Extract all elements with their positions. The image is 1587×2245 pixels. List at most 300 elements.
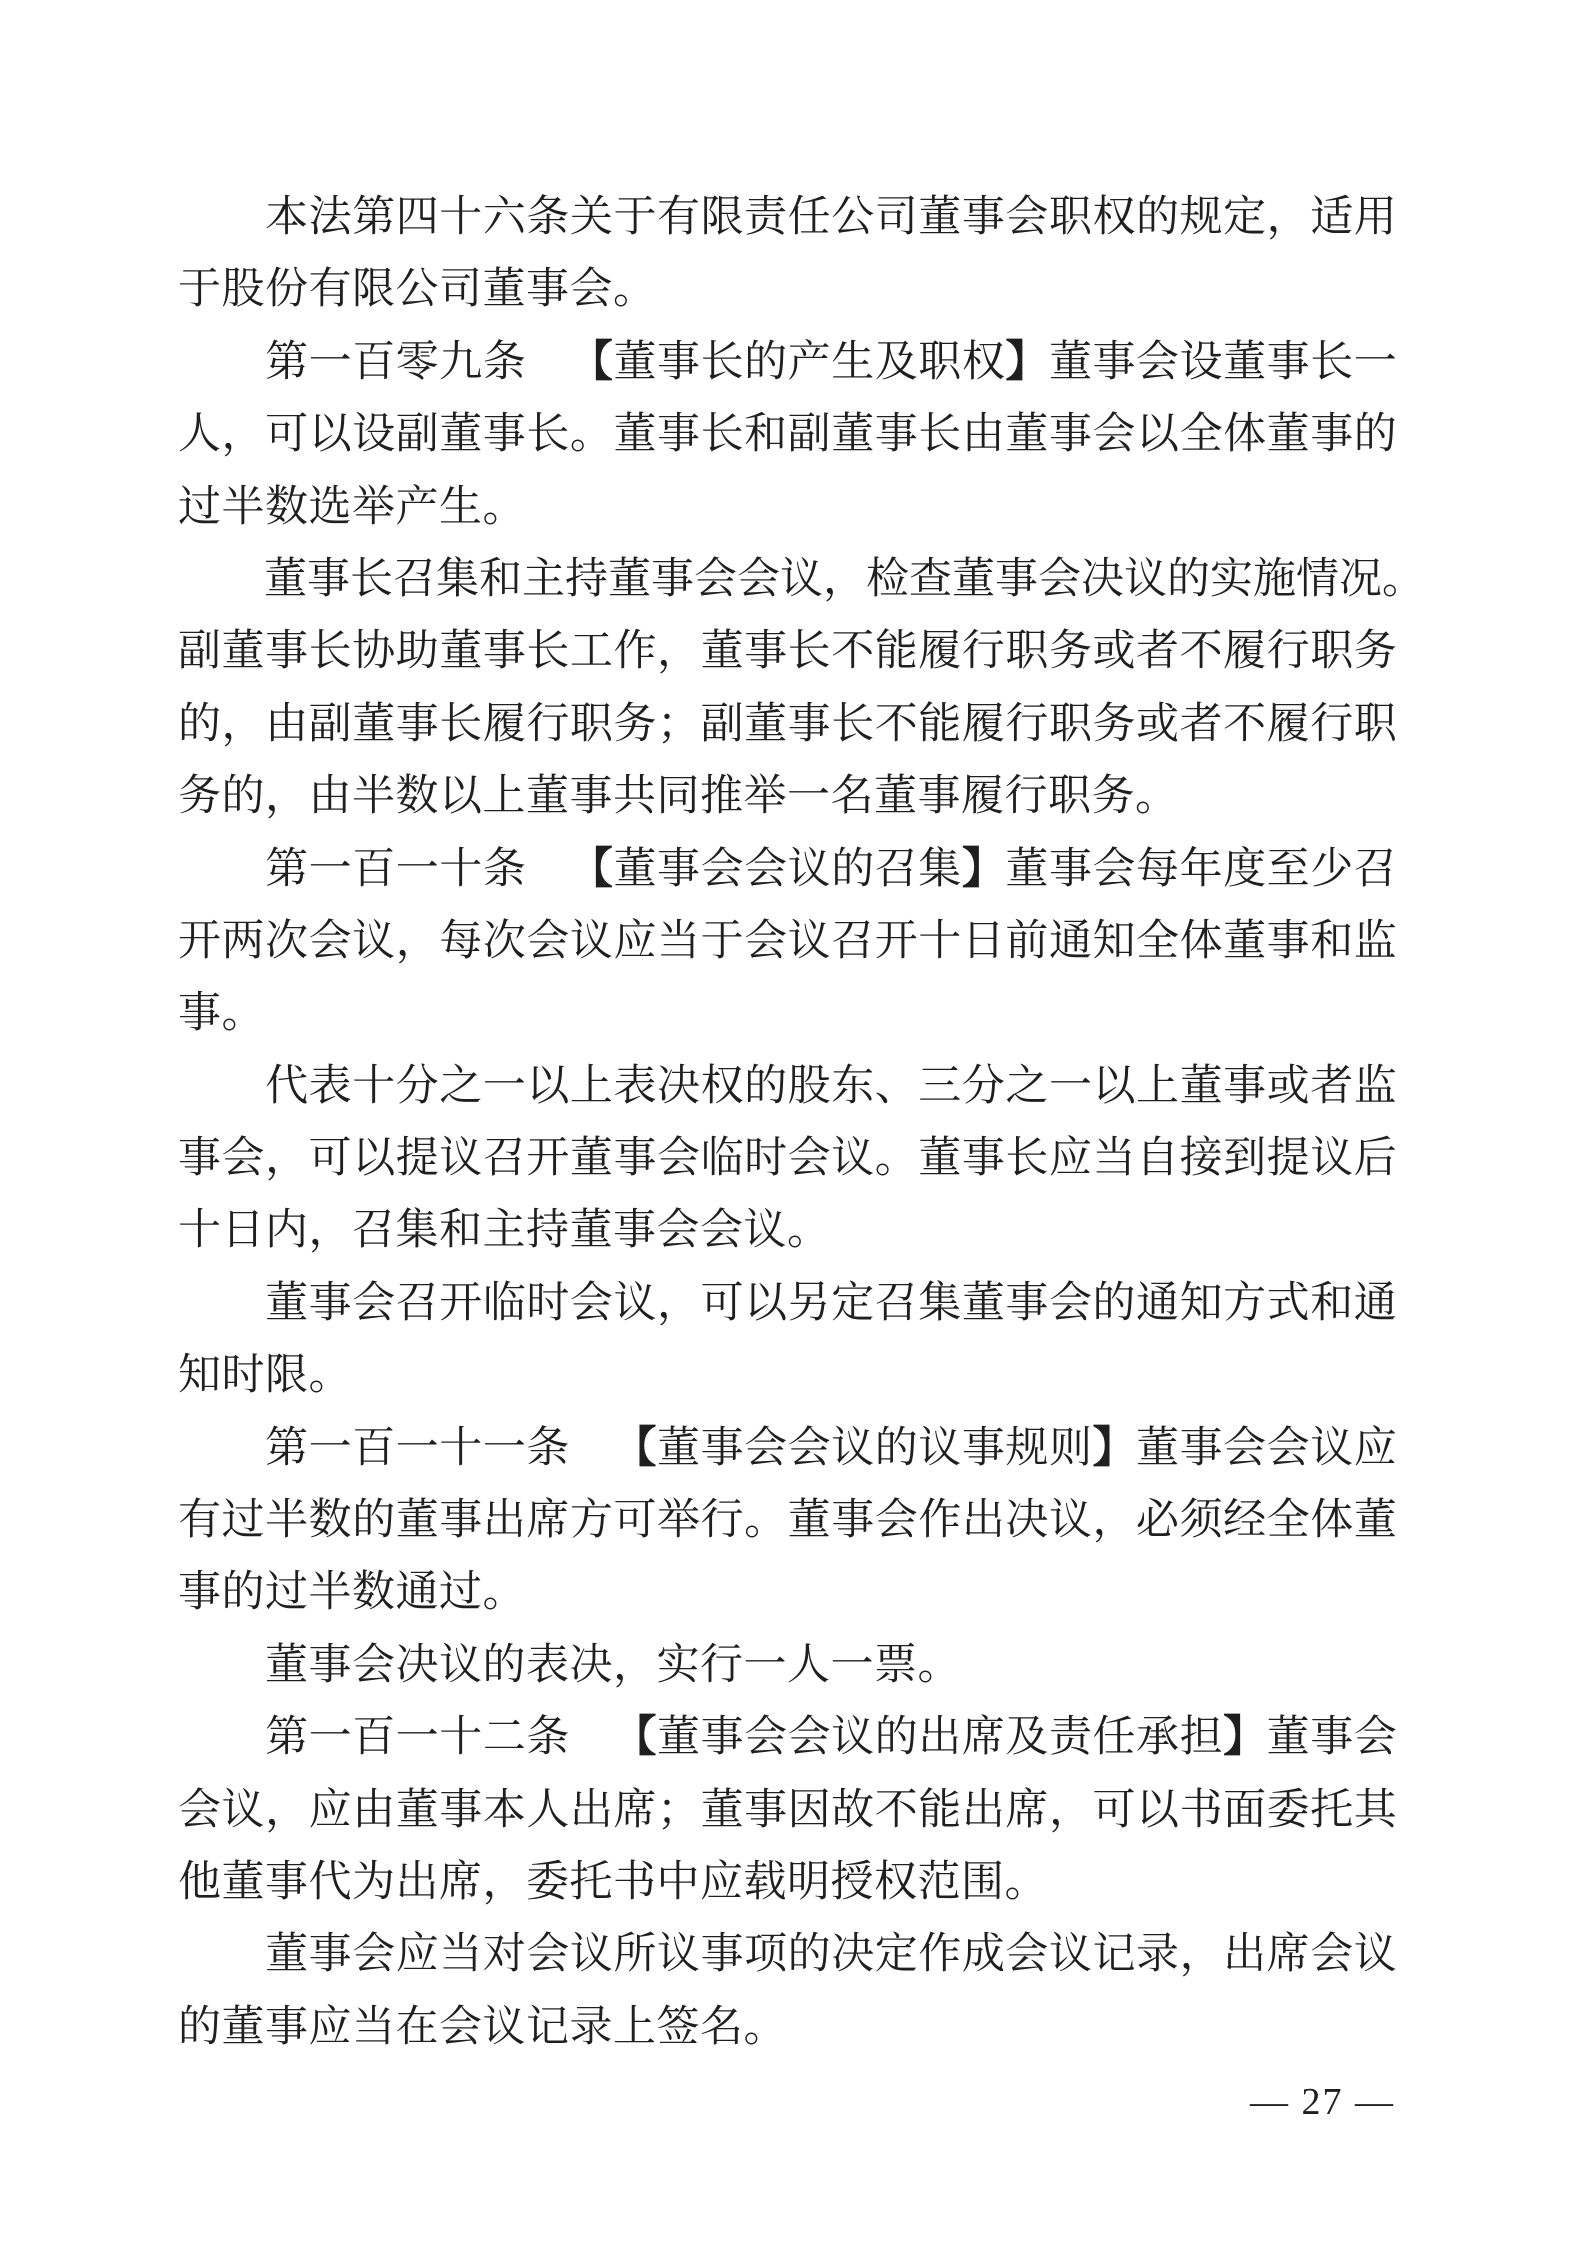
char: 以	[744, 1279, 788, 1327]
char: 议	[1310, 1424, 1354, 1472]
char: 会	[221, 1135, 265, 1183]
char: 书	[1179, 1786, 1223, 1834]
char: 会	[1353, 1714, 1397, 1762]
char: 开	[526, 1135, 570, 1183]
char: 四	[395, 194, 439, 241]
char: 事	[395, 700, 439, 748]
char: 生	[831, 338, 875, 386]
char: 一	[482, 1424, 526, 1472]
char: 第	[265, 338, 309, 386]
char: 召	[874, 845, 918, 893]
char: 以	[1136, 1786, 1180, 1834]
char: 情	[1296, 555, 1339, 603]
char: 会	[1136, 338, 1180, 386]
char: 录	[1136, 1931, 1180, 1979]
char: 职	[569, 700, 613, 748]
text-line	[178, 544, 1425, 616]
char: 行	[1266, 628, 1310, 676]
char: 事	[651, 555, 694, 603]
char: 会	[352, 1279, 396, 1327]
char: 定	[831, 1279, 875, 1327]
char: 。	[744, 1497, 788, 1545]
char: 议	[831, 1135, 875, 1183]
char: ，	[657, 628, 701, 676]
char: 上	[569, 1062, 613, 1110]
char: 会	[1223, 1424, 1267, 1472]
char: 事	[1048, 845, 1092, 893]
char: 职	[1310, 628, 1354, 676]
char: 董	[1005, 845, 1049, 893]
char: 权	[1092, 194, 1136, 241]
char: 必	[1136, 1497, 1180, 1545]
text-line: 的董事应当在会议记录上签名。	[178, 2003, 787, 2051]
char: 行	[526, 700, 570, 748]
char: 事	[1266, 338, 1310, 386]
char: 故	[831, 1786, 875, 1834]
char: 六	[482, 194, 526, 241]
char: 职	[1005, 628, 1049, 676]
char: 于	[613, 194, 657, 241]
char: 。	[1382, 555, 1425, 603]
char: 董	[831, 411, 875, 459]
indent-space	[570, 1702, 613, 1774]
char: 会	[1005, 1931, 1049, 1979]
char: 的	[744, 338, 788, 386]
char: 及	[874, 338, 918, 386]
char: 持	[565, 555, 608, 603]
char: 设	[1179, 338, 1223, 386]
char: 议	[831, 1714, 875, 1762]
char: 前	[1005, 917, 1049, 965]
char: 席	[613, 1786, 657, 1834]
char: 出	[918, 1714, 962, 1762]
char: 人	[526, 1786, 570, 1834]
char: 法	[308, 194, 352, 241]
char: 接	[1179, 1135, 1223, 1183]
char: 十	[918, 917, 962, 965]
char: 董	[608, 555, 651, 603]
char: ，	[395, 917, 439, 965]
char: 事	[1310, 411, 1354, 459]
char: 知	[1092, 917, 1136, 965]
char: 议	[657, 1931, 701, 1979]
char: 所	[613, 1931, 657, 1979]
char: 会	[737, 555, 780, 603]
char: 度	[1223, 845, 1267, 893]
char: 行	[1310, 700, 1354, 748]
char: 事	[995, 555, 1038, 603]
char: 职	[1048, 700, 1092, 748]
char: 集	[436, 555, 479, 603]
char: 会	[744, 917, 788, 965]
char: 【	[613, 1714, 657, 1762]
text-line	[178, 327, 1397, 399]
char: 不	[1179, 628, 1223, 676]
char: 事	[1266, 917, 1310, 965]
char: 代	[265, 1062, 309, 1110]
text-line: 事。	[178, 990, 265, 1038]
text-line: 十日内，召集和主持董事会会议。	[178, 1207, 831, 1255]
page-number: — 27 —	[1250, 2081, 1395, 2123]
char: 以	[352, 1135, 396, 1183]
char: 事	[787, 700, 831, 748]
char: 】	[1223, 1714, 1267, 1762]
char: 会	[744, 1714, 788, 1762]
char: 规	[1005, 1424, 1049, 1472]
char: 召	[393, 555, 436, 603]
char: 提	[395, 1135, 439, 1183]
char: 长	[1310, 338, 1354, 386]
char: 协	[352, 628, 396, 676]
char: 分	[961, 1062, 1005, 1110]
char: 方	[1223, 1279, 1267, 1327]
char: 有	[657, 194, 701, 241]
char: 行	[961, 628, 1005, 676]
char: 董	[787, 1497, 831, 1545]
char: 长	[700, 411, 744, 459]
char: 工	[569, 628, 613, 676]
char: 和	[1310, 917, 1354, 965]
char: ，	[823, 555, 866, 603]
char: 检	[866, 555, 909, 603]
char: ，	[221, 700, 265, 748]
char: 限	[700, 194, 744, 241]
char: 董	[613, 845, 657, 893]
char: 事	[1310, 1714, 1354, 1762]
char: 会	[787, 1135, 831, 1183]
char: 定	[1223, 194, 1267, 241]
char: 条	[526, 1424, 570, 1472]
char: 董	[1179, 1062, 1223, 1110]
char: 事	[700, 1931, 744, 1979]
char: 董	[1223, 338, 1267, 386]
char: 全	[1136, 917, 1180, 965]
text-line: 董事会决议的表决，实行一人一票。	[178, 1641, 961, 1689]
char: 担	[1179, 1714, 1223, 1762]
char: 十	[352, 1062, 396, 1110]
text-line	[178, 1485, 1397, 1557]
char: 事	[744, 1786, 788, 1834]
char: 条	[526, 1714, 570, 1762]
char: 会	[178, 1786, 221, 1834]
char: 事	[657, 845, 701, 893]
char: 事	[482, 411, 526, 459]
char: 体	[1223, 411, 1267, 459]
char: 一	[1353, 338, 1397, 386]
text-line: 务的，由半数以上董事共同推举一名董事履行职务。	[178, 773, 1179, 821]
char: 应	[613, 917, 657, 965]
char: 方	[569, 1497, 613, 1545]
char: 事	[744, 628, 788, 676]
char: 作	[918, 1497, 962, 1545]
char: 议	[1353, 1931, 1397, 1979]
char: 董	[352, 700, 396, 748]
char: 能	[918, 700, 962, 748]
char: 第	[352, 194, 396, 241]
char: 每	[439, 917, 483, 965]
char: 事	[178, 1135, 221, 1183]
char: 监	[1353, 917, 1397, 965]
char: 议	[439, 1135, 483, 1183]
char: 面	[1223, 1786, 1267, 1834]
text-line: 过半数选举产生。	[178, 483, 526, 531]
char: 第	[265, 845, 309, 893]
char: 不	[1223, 700, 1267, 748]
char: 召	[395, 1279, 439, 1327]
char: 】	[961, 845, 1005, 893]
char: 一	[308, 845, 352, 893]
char: 可	[308, 1135, 352, 1183]
indent-space	[526, 834, 569, 906]
text-line	[178, 1919, 1397, 1991]
char: 数	[308, 1497, 352, 1545]
char: 事	[1048, 411, 1092, 459]
char: 董	[1223, 917, 1267, 965]
char: 体	[1310, 1497, 1354, 1545]
char: 会	[744, 845, 788, 893]
char: 董	[1136, 1424, 1180, 1472]
char: 作	[918, 1931, 962, 1979]
char: 开	[178, 917, 221, 965]
char: 的	[1092, 1279, 1136, 1327]
char: 副	[178, 628, 221, 676]
text-line	[178, 182, 1397, 254]
char: 长	[439, 700, 483, 748]
char: 事	[657, 411, 701, 459]
char: 的	[787, 1931, 831, 1979]
char: 会	[787, 1714, 831, 1762]
char: 作	[613, 628, 657, 676]
char: 会	[787, 1424, 831, 1472]
char: 事	[307, 555, 350, 603]
indent-space	[222, 1413, 265, 1485]
char: 履	[1266, 700, 1310, 748]
text-line	[178, 1123, 1397, 1195]
char: 议	[831, 1424, 875, 1472]
text-line	[178, 689, 1397, 761]
char: 【	[613, 1424, 657, 1472]
char: 董	[952, 555, 995, 603]
char: 或	[1092, 628, 1136, 676]
char: 可	[613, 1497, 657, 1545]
char: 席	[1005, 1786, 1049, 1834]
indent-space	[221, 544, 264, 616]
char: 不	[874, 1786, 918, 1834]
char: 上	[1136, 1062, 1180, 1110]
char: 或	[1266, 1062, 1310, 1110]
char: 之	[439, 1062, 483, 1110]
char: 议	[1048, 1931, 1092, 1979]
char: 临	[700, 1135, 744, 1183]
char: 事	[961, 194, 1005, 241]
char: 会	[1092, 411, 1136, 459]
char: 务	[1092, 700, 1136, 748]
char: 由	[265, 700, 309, 748]
char: 和	[1310, 1279, 1354, 1327]
char: 或	[1136, 700, 1180, 748]
char: 会	[1005, 194, 1049, 241]
indent-space	[526, 327, 569, 399]
char: 通	[1136, 1279, 1180, 1327]
char: 经	[1223, 1497, 1267, 1545]
char: 自	[1136, 1135, 1180, 1183]
char: 任	[787, 194, 831, 241]
char: 主	[522, 555, 565, 603]
char: 以	[308, 411, 352, 459]
char: 当	[657, 917, 701, 965]
char: 责	[744, 194, 788, 241]
char: 事	[1223, 1062, 1267, 1110]
char: 公	[831, 194, 875, 241]
indent-space	[178, 327, 221, 399]
char: 会	[1048, 1279, 1092, 1327]
char: 【	[569, 845, 613, 893]
char: 集	[918, 1279, 962, 1327]
char: 由	[352, 1786, 396, 1834]
indent-space	[178, 182, 221, 254]
char: 以	[526, 1062, 570, 1110]
char: 议	[787, 917, 831, 965]
text-line	[178, 1413, 1397, 1485]
char: 分	[395, 1062, 439, 1110]
char: 知	[1179, 1279, 1223, 1327]
char: 每	[1136, 845, 1180, 893]
char: 会	[874, 1497, 918, 1545]
char: 应	[308, 1786, 352, 1834]
char: 百	[352, 1714, 396, 1762]
char: 事	[482, 628, 526, 676]
char: 董	[918, 1135, 962, 1183]
char: 一	[308, 1714, 352, 1762]
char: 的	[1136, 194, 1180, 241]
char: 董	[265, 1931, 309, 1979]
char: 况	[1339, 555, 1382, 603]
char: 本	[482, 1786, 526, 1834]
char: ，	[1048, 1786, 1092, 1834]
char: 会	[744, 1424, 788, 1472]
char: 次	[482, 917, 526, 965]
char: 行	[1005, 700, 1049, 748]
text-block	[178, 182, 1425, 2064]
char: 其	[1353, 1786, 1397, 1834]
char: 事	[308, 1279, 352, 1327]
char: 出	[569, 1786, 613, 1834]
char: 承	[1136, 1714, 1180, 1762]
char: ，	[657, 1279, 701, 1327]
char: 董	[1048, 338, 1092, 386]
char: 事	[700, 1714, 744, 1762]
char: 会	[700, 845, 744, 893]
char: 董	[1266, 411, 1310, 459]
char: 的	[178, 700, 221, 748]
char: 任	[1092, 1714, 1136, 1762]
char: 开	[439, 1279, 483, 1327]
char: 的	[831, 845, 875, 893]
char: 召	[874, 1279, 918, 1327]
char: 副	[395, 411, 439, 459]
char: 出	[961, 1497, 1005, 1545]
char: 和	[479, 555, 522, 603]
char: 会	[1266, 1424, 1310, 1472]
char: 半	[265, 1497, 309, 1545]
char: 第	[265, 1714, 309, 1762]
char: 议	[780, 555, 823, 603]
char: 能	[874, 628, 918, 676]
indent-space	[222, 182, 265, 254]
char: 项	[744, 1931, 788, 1979]
char: 式	[1266, 1279, 1310, 1327]
char: 召	[1353, 845, 1397, 893]
char: 可	[1092, 1786, 1136, 1834]
char: 董	[265, 1279, 309, 1327]
char: 全	[1266, 1497, 1310, 1545]
char: 长	[1005, 1135, 1049, 1183]
char: 适	[1310, 194, 1354, 241]
char: 董	[613, 338, 657, 386]
char: 二	[482, 1714, 526, 1762]
char: 应	[1353, 1424, 1397, 1472]
char: 会	[1038, 555, 1081, 603]
char: 定	[874, 1931, 918, 1979]
char: 能	[918, 1786, 962, 1834]
char: 。	[569, 411, 613, 459]
char: 托	[1310, 1786, 1354, 1834]
char: 以	[1092, 1062, 1136, 1110]
indent-space	[178, 1919, 221, 1991]
char: ，	[1179, 1931, 1223, 1979]
char: 少	[1310, 845, 1354, 893]
char: 一	[1048, 1062, 1092, 1110]
indent-space	[178, 1268, 221, 1340]
char: 召	[831, 917, 875, 965]
char: 产	[787, 338, 831, 386]
char: 者	[1179, 700, 1223, 748]
char: ；	[657, 700, 701, 748]
char: 董	[1005, 411, 1049, 459]
indent-space	[178, 544, 221, 616]
char: 条	[482, 338, 526, 386]
char: 到	[1223, 1135, 1267, 1183]
char: 人	[178, 411, 221, 459]
char: 不	[874, 700, 918, 748]
char: 务	[613, 700, 657, 748]
text-line	[178, 399, 1397, 471]
char: 助	[395, 628, 439, 676]
char: 百	[352, 1424, 396, 1472]
char: 事	[961, 1424, 1005, 1472]
char: 议	[918, 1424, 962, 1472]
char: 可	[700, 1279, 744, 1327]
char: 董	[439, 411, 483, 459]
char: 董	[264, 555, 307, 603]
char: 十	[439, 1424, 483, 1472]
char: 议	[1048, 1497, 1092, 1545]
char: 职	[918, 338, 962, 386]
char: 董	[700, 628, 744, 676]
indent-space	[222, 327, 265, 399]
char: 履	[1223, 628, 1267, 676]
char: ，	[1092, 1497, 1136, 1545]
char: 应	[395, 1931, 439, 1979]
indent-space	[178, 1702, 221, 1774]
char: 】	[1092, 1424, 1136, 1472]
char: 事	[1092, 338, 1136, 386]
char: 行	[700, 1497, 744, 1545]
char: 事	[613, 1135, 657, 1183]
indent-space	[178, 1051, 221, 1123]
char: 事	[831, 1497, 875, 1545]
char: 长	[918, 411, 962, 459]
